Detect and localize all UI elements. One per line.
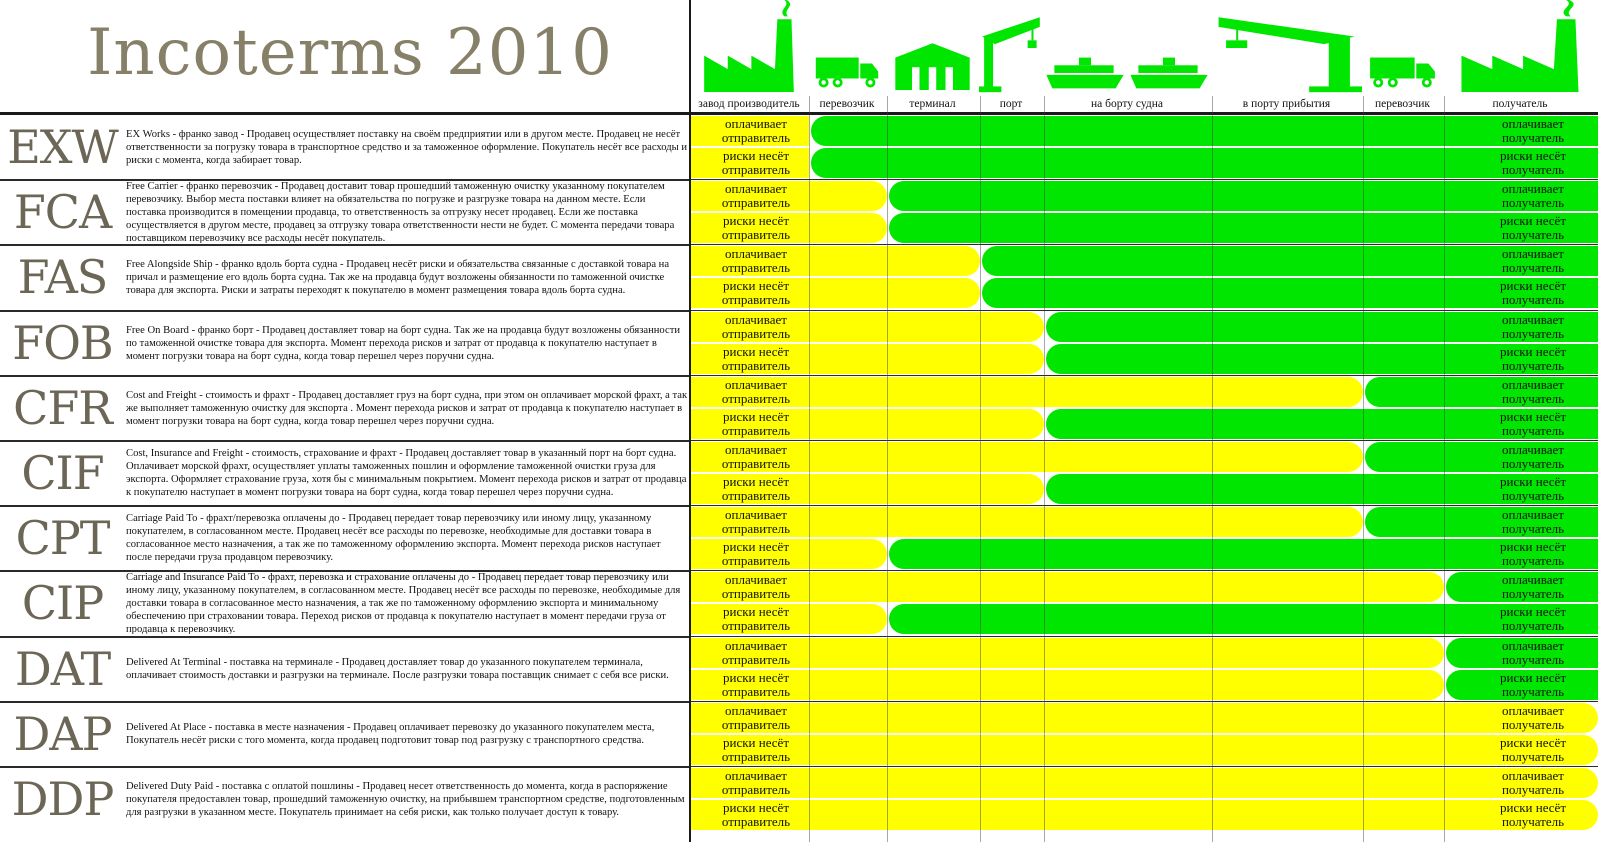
seller-risk-label	[691, 669, 821, 701]
stage-label: на борту судна	[1091, 98, 1163, 110]
label-line: риски несёт	[1499, 278, 1567, 293]
label-line: риски несёт	[722, 213, 790, 228]
label-line: отправитель	[721, 260, 791, 275]
risk-lane	[691, 408, 1598, 440]
seller-risk-label	[691, 473, 821, 505]
label-line: риски несёт	[722, 278, 790, 293]
ship-icon	[1043, 0, 1211, 96]
term-description-text: Cost, Insurance and Freight - стоимость, страхование и фрахт - Продавец доставляет товар в указанный порт на борт судна. Оплачивает морской фрахт, осуществляет уплаты таможенных пошлин и оформление таможенной очистки груза для экспорта. Оформляет страхование груза, хотя бы с минимальным покрытием. Момент перехода рисков и затрат от продавца к покупателю наступает в момент погрузки товара на борт судна, когда товар перешел через поручни судна.	[126, 448, 687, 498]
buyer-pays-label	[1468, 311, 1598, 343]
term-description-text: Carriage Paid To - фрахт/перевозка оплачены до - Продавец передает товар перевозчику или иному лицу, указанному покупателем, в согласованном месте. Продавец несёт все расходы по перевозке, необходимые для доставки товара в согласованное место назначения, а так же по таможенному оформлению экспорта. Момент перехода рисков наступает после передачи груза продавцом перевозчику.	[126, 513, 661, 563]
seller-risk-label	[691, 538, 821, 570]
column-grid-line	[1212, 96, 1213, 842]
risk-lane	[691, 603, 1598, 635]
buyer-risk-label	[1468, 343, 1598, 375]
label-line: оплачивает	[725, 442, 787, 457]
label-line: оплачивает	[1502, 246, 1564, 261]
risk-lane	[691, 473, 1598, 505]
term-row	[0, 180, 1598, 245]
label-line: оплачивает	[725, 768, 787, 783]
buyer-pays-label	[1468, 702, 1598, 734]
seller-bar	[691, 768, 1598, 798]
column-grid-line	[1444, 96, 1445, 842]
label-line: отправитель	[721, 618, 791, 633]
buyer-pays-label	[1468, 115, 1598, 147]
seller-risk-label	[691, 147, 821, 179]
buyer-risk-label	[1468, 799, 1598, 831]
buyer-pays-label	[1468, 506, 1598, 538]
term-row	[0, 571, 1598, 636]
term-description-text: Delivered Duty Paid - поставка с оплатой пошлины - Продавец несет ответственность до момента, когда в распоряжение покупателя предоставлен товар, прошедший таможенную очистку, на прибывшем транспортном средстве, подготовленным для разгрузки в указанном месте. Покупатель принимает на себя риски, как только получает доступ к товару.	[126, 780, 685, 818]
label-line: получатель	[1501, 195, 1565, 210]
label-line: отправитель	[721, 227, 791, 242]
crane-icon	[979, 0, 1043, 96]
responsibility-bars	[691, 767, 1598, 832]
label-line: отправитель	[721, 130, 791, 145]
seller-pays-label	[691, 637, 821, 669]
label-line: получатель	[1501, 749, 1565, 764]
label-line: отправитель	[721, 586, 791, 601]
label-line: отправитель	[721, 423, 791, 438]
responsibility-bars	[691, 506, 1598, 571]
label-line: риски несёт	[1499, 735, 1567, 750]
label-line: получатель	[1501, 521, 1565, 536]
stage-label: в порту прибытия	[1242, 98, 1331, 110]
column-grid-line	[1363, 96, 1364, 842]
seller-risk-label	[691, 408, 821, 440]
label-line: получатель	[1501, 488, 1565, 503]
seller-pays-label	[691, 115, 821, 147]
stage-header	[690, 0, 1598, 113]
risk-lane	[691, 669, 1598, 701]
term-code: CPT	[15, 511, 110, 565]
seller-risk-label	[691, 277, 821, 309]
responsibility-bars	[691, 180, 1598, 245]
label-line: оплачивает	[725, 572, 787, 587]
column-grid-line	[1044, 96, 1045, 842]
label-line: оплачивает	[725, 703, 787, 718]
term-code: EXW	[7, 120, 118, 174]
seller-pays-label	[691, 376, 821, 408]
stage-label: терминал	[909, 98, 956, 110]
term-description	[126, 377, 688, 439]
term-row	[0, 115, 1598, 180]
term-row	[0, 767, 1598, 832]
label-line: риски несёт	[1499, 344, 1567, 359]
seller-bar	[691, 703, 1598, 733]
term-description-text: Free On Board - франко борт - Продавец доставляет товар на борт судна. Так же на продавца будут возложены обязанности по таможенной очистке товара для экспорта. Момент перехода рисков и затрат от продавца к покупателю наступает в момент погрузки товара на борт судна, когда товар перешел через поручни судна.	[126, 324, 680, 362]
seller-risk-label	[691, 343, 821, 375]
truck-icon	[808, 0, 886, 96]
seller-pays-label	[691, 767, 821, 799]
cost-lane	[691, 767, 1598, 799]
column-grid-line	[809, 96, 810, 842]
seller-bar	[691, 735, 1598, 765]
seller-pays-label	[691, 311, 821, 343]
label-line: риски несёт	[1499, 800, 1567, 815]
label-line: получатель	[1501, 782, 1565, 797]
buyer-risk-label	[1468, 473, 1598, 505]
column-divider	[689, 0, 691, 842]
term-description	[126, 768, 688, 830]
label-line: оплачивает	[1502, 638, 1564, 653]
term-description-text: Delivered At Place - поставка в месте назначения - Продавец оплачивает перевозку до указанного покупателем места, Покупатель несёт риски с того момента, когда продавец подготовит товар под разгрузку с транспортного средства.	[126, 722, 655, 746]
term-description-text: Free Carrier - франко перевозчик - Продавец доставит товар прошедший таможенную очистку указанному покупателем перевозчику. Выбор места поставки влияет на обязательства по погрузке и разгрузке товара на данном месте. Если поставка производится в помещении продавца, то ответственность за отгрузку несет продавец. Если же поставка осуществляется в другом месте, продавец за отгрузку товара ответственности нести не будет. С момента передачи товара поставщиком перевозчику все расходы несёт покупатель.	[126, 181, 675, 243]
term-description	[126, 703, 688, 765]
cost-lane	[691, 441, 1598, 473]
label-line: получатель	[1501, 717, 1565, 732]
label-line: риски несёт	[722, 670, 790, 685]
label-line: оплачивает	[1502, 377, 1564, 392]
risk-lane	[691, 147, 1598, 179]
term-code: CIP	[21, 576, 104, 630]
term-code: DDP	[11, 772, 114, 826]
cost-lane	[691, 571, 1598, 603]
label-line: оплачивает	[1502, 507, 1564, 522]
cost-lane	[691, 115, 1598, 147]
factory-icon	[690, 0, 808, 96]
term-code: CFR	[13, 381, 112, 435]
label-line: риски несёт	[722, 539, 790, 554]
buyer-pays-label	[1468, 441, 1598, 473]
label-line: риски несёт	[1499, 409, 1567, 424]
label-line: получатель	[1501, 684, 1565, 699]
responsibility-bars	[691, 637, 1598, 702]
label-line: риски несёт	[722, 604, 790, 619]
term-code: FCA	[13, 185, 112, 239]
label-line: получатель	[1501, 652, 1565, 667]
label-line: получатель	[1501, 326, 1565, 341]
responsibility-bars	[691, 115, 1598, 180]
column-grid-line	[980, 96, 981, 842]
term-code: FOB	[12, 316, 113, 370]
buyer-risk-label	[1468, 669, 1598, 701]
risk-lane	[691, 799, 1598, 831]
seller-pays-label	[691, 571, 821, 603]
term-row	[0, 245, 1598, 310]
label-line: отправитель	[721, 652, 791, 667]
label-line: риски несёт	[722, 800, 790, 815]
term-description	[126, 246, 688, 308]
term-row	[0, 702, 1598, 767]
label-line: риски несёт	[1499, 604, 1567, 619]
buyer-risk-label	[1468, 147, 1598, 179]
label-line: отправитель	[721, 358, 791, 373]
buyer-risk-label	[1468, 538, 1598, 570]
term-row	[0, 376, 1598, 441]
column-grid-line	[887, 96, 888, 842]
label-line: риски несёт	[722, 344, 790, 359]
cost-lane	[691, 311, 1598, 343]
label-line: отправитель	[721, 684, 791, 699]
seller-pays-label	[691, 441, 821, 473]
buyer-risk-label	[1468, 212, 1598, 244]
cost-lane	[691, 245, 1598, 277]
label-line: отправитель	[721, 162, 791, 177]
label-line: отправитель	[721, 782, 791, 797]
term-code: DAP	[13, 707, 112, 761]
term-description	[126, 116, 688, 178]
label-line: оплачивает	[1502, 181, 1564, 196]
label-line: оплачивает	[725, 312, 787, 327]
buyer-risk-label	[1468, 408, 1598, 440]
label-line: оплачивает	[725, 116, 787, 131]
responsibility-bars	[691, 311, 1598, 376]
stage-label: получатель	[1492, 98, 1548, 110]
label-line: отправитель	[721, 749, 791, 764]
label-line: получатель	[1501, 358, 1565, 373]
term-code: CIF	[21, 446, 104, 500]
seller-pays-label	[691, 245, 821, 277]
label-line: оплачивает	[1502, 572, 1564, 587]
stage-label: перевозчик	[1374, 98, 1431, 110]
cost-lane	[691, 702, 1598, 734]
label-line: получатель	[1501, 227, 1565, 242]
label-line: оплачивает	[1502, 703, 1564, 718]
term-description-text: EX Works - франко завод - Продавец осуществляет поставку на своём предприятии или в другом месте. Продавец не несёт ответственности за погрузку товара в транспортное средство и за таможенное оформление. Покупатель несёт все расходы и риски с момента, когда забирает товар.	[126, 128, 688, 166]
label-line: риски несёт	[722, 409, 790, 424]
label-line: получатель	[1501, 130, 1565, 145]
stage-label: порт	[999, 98, 1023, 110]
label-line: отправитель	[721, 521, 791, 536]
term-description-text: Carriage and Insurance Paid To - фрахт, перевозка и страхование оплачены до - Продавец передает товар перевозчику или иному лицу, указанному покупателем, в согласованном месте. Продавец несёт все расходы по перевозке, необходимые для доставки товара в согласованное место назначения, а так же по таможенному оформлению экспорта и минимальному обеспечению при страховании товара. Переход рисков от продавца к покупателю наступает в момент передачи груза от продавца к перевозчику.	[126, 572, 681, 634]
label-line: оплачивает	[725, 246, 787, 261]
buyer-pays-label	[1468, 571, 1598, 603]
label-line: оплачивает	[725, 181, 787, 196]
label-line: оплачивает	[1502, 312, 1564, 327]
stage-label: перевозчик	[819, 98, 875, 110]
label-line: получатель	[1501, 260, 1565, 275]
label-line: отправитель	[721, 456, 791, 471]
seller-pays-label	[691, 702, 821, 734]
buyer-pays-label	[1468, 180, 1598, 212]
risk-lane	[691, 212, 1598, 244]
label-line: получатель	[1501, 292, 1565, 307]
label-line: риски несёт	[1499, 474, 1567, 489]
seller-bar	[691, 800, 1598, 830]
cost-lane	[691, 506, 1598, 538]
risk-lane	[691, 343, 1598, 375]
truck-icon	[1362, 0, 1443, 96]
label-line: отправитель	[721, 391, 791, 406]
term-row	[0, 311, 1598, 376]
label-line: получатель	[1501, 586, 1565, 601]
label-line: получатель	[1501, 814, 1565, 829]
factory-icon	[1443, 0, 1597, 96]
responsibility-bars	[691, 702, 1598, 767]
responsibility-bars	[691, 245, 1598, 310]
page-title: Incoterms 2010	[87, 15, 613, 90]
responsibility-bars	[691, 571, 1598, 636]
label-line: риски несёт	[1499, 148, 1567, 163]
term-description	[126, 312, 688, 374]
label-line: отправитель	[721, 717, 791, 732]
label-line: оплачивает	[1502, 116, 1564, 131]
warehouse-icon	[886, 0, 979, 96]
term-description	[126, 507, 688, 569]
label-line: оплачивает	[725, 507, 787, 522]
term-code: DAT	[14, 642, 111, 696]
responsibility-bars	[691, 376, 1598, 441]
term-description	[126, 572, 688, 634]
buyer-pays-label	[1468, 767, 1598, 799]
risk-lane	[691, 277, 1598, 309]
label-line: получатель	[1501, 391, 1565, 406]
seller-risk-label	[691, 734, 821, 766]
label-line: отправитель	[721, 195, 791, 210]
term-description-text: Delivered At Terminal - поставка на терминале - Продавец доставляет товар до указанного покупателем терминала, оплачивает стоимость доставки и разгрузки на терминале. После разгрузки товара поставщик снимает с себя все риски.	[126, 657, 669, 681]
term-code: FAS	[17, 250, 108, 304]
buyer-pays-label	[1468, 637, 1598, 669]
term-description	[126, 181, 688, 243]
term-row	[0, 506, 1598, 571]
header-divider	[0, 112, 1598, 115]
label-line: отправитель	[721, 326, 791, 341]
cost-lane	[691, 180, 1598, 212]
label-line: риски несёт	[1499, 539, 1567, 554]
seller-risk-label	[691, 603, 821, 635]
stage-label: завод производитель	[698, 98, 800, 110]
label-line: риски несёт	[1499, 670, 1567, 685]
label-line: получатель	[1501, 553, 1565, 568]
label-line: отправитель	[721, 553, 791, 568]
seller-pays-label	[691, 506, 821, 538]
buyer-pays-label	[1468, 376, 1598, 408]
responsibility-bars	[691, 441, 1598, 506]
label-line: отправитель	[721, 814, 791, 829]
term-row	[0, 637, 1598, 702]
label-line: риски несёт	[1499, 213, 1567, 228]
crane-icon	[1211, 0, 1362, 96]
label-line: отправитель	[721, 488, 791, 503]
header-title-area	[0, 0, 690, 113]
buyer-risk-label	[1468, 734, 1598, 766]
label-line: оплачивает	[725, 638, 787, 653]
label-line: получатель	[1501, 162, 1565, 177]
label-line: получатель	[1501, 456, 1565, 471]
risk-lane	[691, 538, 1598, 570]
term-row	[0, 441, 1598, 506]
label-line: оплачивает	[725, 377, 787, 392]
seller-pays-label	[691, 180, 821, 212]
label-line: получатель	[1501, 423, 1565, 438]
risk-lane	[691, 734, 1598, 766]
label-line: риски несёт	[722, 474, 790, 489]
label-line: получатель	[1501, 618, 1565, 633]
buyer-pays-label	[1468, 245, 1598, 277]
cost-lane	[691, 637, 1598, 669]
term-description-text: Cost and Freight - стоимость и фрахт - Продавец доставляет груз на борт судна, при этом он оплачивает морской фрахт, а так же выполняет таможенную очистку для экспорта . Момент перехода рисков и затрат от продавца к покупателю наступает в момент погрузки товара на борт судна, когда товар перешел через поручни судна.	[126, 389, 688, 427]
label-line: оплачивает	[1502, 768, 1564, 783]
buyer-risk-label	[1468, 603, 1598, 635]
term-description	[126, 442, 688, 504]
label-line: риски несёт	[722, 735, 790, 750]
label-line: отправитель	[721, 292, 791, 307]
term-description-text: Free Alongside Ship - франко вдоль борта судна - Продавец несёт риски и обязательства связанные с доставкой товара на причал и размещение его вдоль борта судна. Так же на продавца будут возложены обязанности по таможенной очистке товара для экспорта. Риски и затраты переходят к покупателю в момент размещения товара вдоль борта судна.	[126, 258, 670, 296]
seller-risk-label	[691, 212, 821, 244]
seller-risk-label	[691, 799, 821, 831]
label-line: риски несёт	[722, 148, 790, 163]
cost-lane	[691, 376, 1598, 408]
buyer-risk-label	[1468, 277, 1598, 309]
label-line: оплачивает	[1502, 442, 1564, 457]
term-description	[126, 638, 688, 700]
